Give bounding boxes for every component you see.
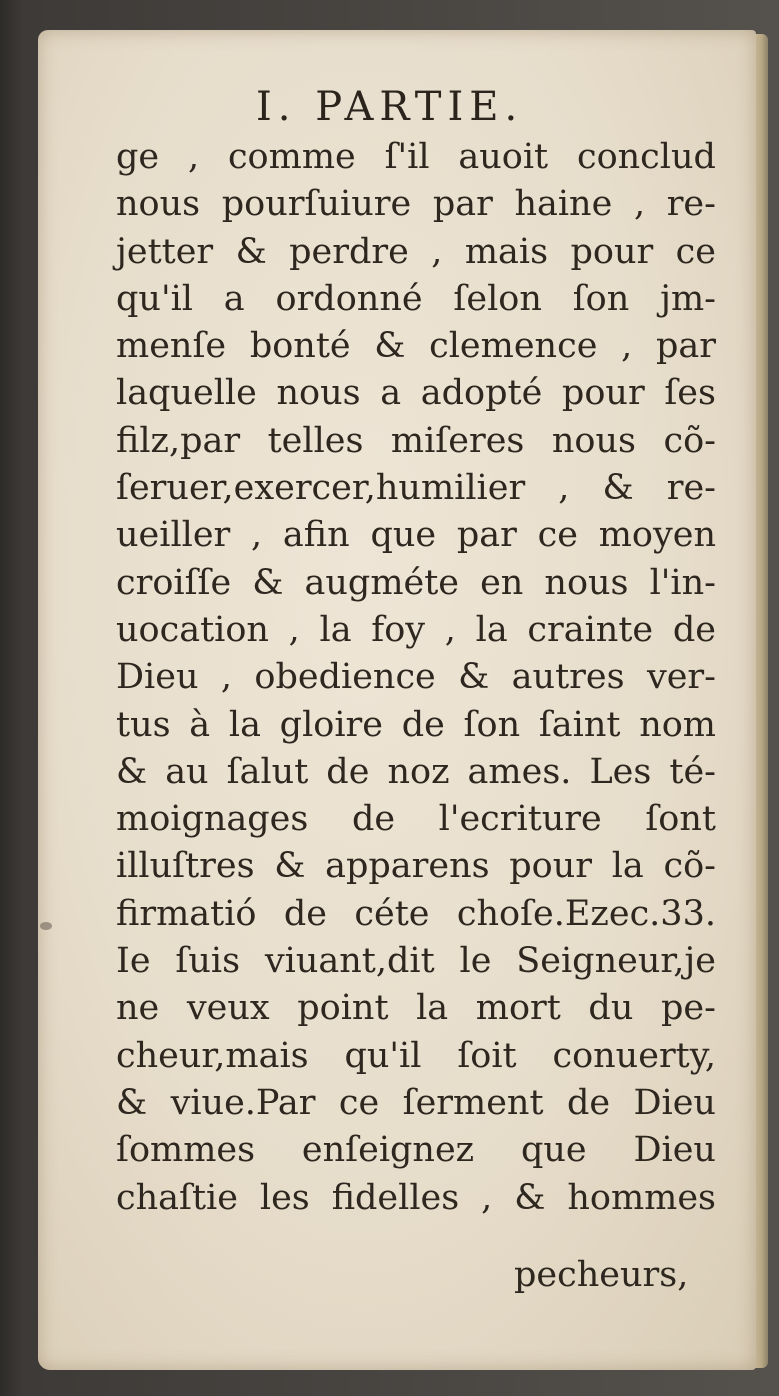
word: ſes xyxy=(664,373,716,414)
word: enſeignez xyxy=(301,1130,475,1171)
word: ver- xyxy=(646,657,716,698)
word: , xyxy=(558,468,570,509)
word: que xyxy=(520,1130,587,1171)
word: nous xyxy=(544,562,629,603)
word: , xyxy=(621,326,633,367)
word: Les xyxy=(589,751,652,792)
text-line xyxy=(116,1127,716,1174)
word: ſaint xyxy=(538,704,621,745)
word: clemence xyxy=(429,326,598,367)
text-line xyxy=(116,1033,716,1080)
word: , xyxy=(220,657,233,698)
word: Ie xyxy=(116,941,151,982)
word: & xyxy=(602,468,634,509)
word: que xyxy=(370,515,437,556)
word: ſont xyxy=(645,799,716,840)
word: jm- xyxy=(660,278,716,319)
word: Dieu xyxy=(633,1082,716,1123)
word: de xyxy=(566,1082,611,1123)
word: gloire xyxy=(279,704,383,745)
text-line xyxy=(116,749,716,796)
word: ſon xyxy=(463,704,521,745)
word: par xyxy=(432,184,493,225)
word: ſalut xyxy=(226,751,309,792)
word: apparens xyxy=(325,846,490,887)
word: nom xyxy=(639,704,716,745)
word: céte xyxy=(354,893,430,934)
word: les xyxy=(259,1177,310,1218)
word: noz xyxy=(387,751,450,792)
text-line xyxy=(116,702,716,749)
word: pourſuiure xyxy=(221,184,412,225)
word: , xyxy=(187,137,200,177)
word: & xyxy=(252,562,284,603)
text-line xyxy=(116,1080,716,1127)
word: afin xyxy=(282,515,350,556)
word: veux xyxy=(186,988,270,1029)
word: ce xyxy=(537,515,578,556)
word: laquelle xyxy=(116,373,257,414)
word: miſeres xyxy=(390,420,525,461)
word: de xyxy=(326,751,370,792)
word: , xyxy=(481,1177,493,1218)
word: la xyxy=(475,609,508,650)
word: croiſſe xyxy=(116,562,232,603)
word: , xyxy=(251,515,263,556)
word: pour xyxy=(561,373,645,414)
text-line xyxy=(116,323,716,370)
word: qu'il xyxy=(116,278,193,319)
word: nous xyxy=(276,373,361,414)
word: augméte xyxy=(304,562,460,603)
text-line xyxy=(116,985,716,1032)
text-line xyxy=(116,276,716,323)
text-line xyxy=(116,229,716,276)
word: cõ- xyxy=(663,420,716,461)
word: ne xyxy=(116,988,160,1029)
word: crainte xyxy=(527,609,654,650)
word: ſuis xyxy=(175,941,241,982)
text-line xyxy=(116,370,716,417)
running-header: I. PARTIE. xyxy=(256,84,524,130)
word: illuſtres xyxy=(116,846,255,887)
word: bonté xyxy=(249,326,351,367)
word: jetter xyxy=(116,231,214,272)
word: re- xyxy=(666,468,716,509)
word: adopté xyxy=(420,373,543,414)
word: , xyxy=(444,609,456,650)
word: l'in- xyxy=(649,562,716,603)
word: point xyxy=(297,988,389,1029)
word: autres xyxy=(511,657,625,698)
catchword: pecheurs, xyxy=(514,1255,689,1295)
word: du xyxy=(588,988,634,1029)
word: & xyxy=(458,657,490,698)
word: conuerty, xyxy=(552,1035,716,1076)
word: ueiller xyxy=(116,515,231,556)
word: re- xyxy=(666,184,716,225)
word: conclud xyxy=(576,137,716,177)
text-line xyxy=(116,560,716,607)
word: foy xyxy=(371,609,426,650)
word: cõ- xyxy=(663,846,716,887)
text-line xyxy=(116,843,716,890)
word: de xyxy=(672,609,716,650)
word: nous xyxy=(116,184,201,225)
word: ſommes xyxy=(116,1130,256,1171)
word: & xyxy=(116,751,148,792)
word: en xyxy=(480,562,524,603)
word: pour xyxy=(570,231,654,272)
word: ſelon xyxy=(453,278,542,319)
word: , xyxy=(633,184,646,225)
word: a xyxy=(223,278,245,319)
text-line xyxy=(116,512,716,559)
word: fidelles xyxy=(331,1177,460,1218)
word: mort xyxy=(475,988,561,1029)
word: ſoit xyxy=(457,1035,517,1076)
word: mais xyxy=(464,231,549,272)
text-line xyxy=(116,796,716,843)
text-line xyxy=(116,654,716,701)
word: pe- xyxy=(660,988,716,1029)
word: Dieu xyxy=(116,657,199,698)
word: qu'il xyxy=(344,1035,422,1076)
word: choſe.Ezec.33. xyxy=(456,893,716,934)
text-line xyxy=(116,938,716,985)
word: tus xyxy=(116,704,171,745)
word: moyen xyxy=(598,515,716,556)
word: & xyxy=(514,1177,546,1218)
word: té- xyxy=(669,751,716,792)
word: chaſtie xyxy=(116,1177,238,1218)
word: auoit xyxy=(458,137,549,177)
word: , xyxy=(288,609,300,650)
word: ames. xyxy=(467,751,572,792)
word: de xyxy=(351,799,396,840)
word: filz,par xyxy=(116,420,241,461)
word: ordonné xyxy=(275,278,423,319)
word: firmatió xyxy=(116,893,257,934)
word: ſ'il xyxy=(384,137,430,177)
word: haine xyxy=(514,184,613,225)
text-line xyxy=(116,181,716,228)
word: obedience xyxy=(254,657,436,698)
word: comme xyxy=(227,137,356,177)
word: par xyxy=(456,515,517,556)
word: menſe xyxy=(116,326,227,367)
word: l'ecriture xyxy=(438,799,602,840)
word: moignages xyxy=(116,799,309,840)
word: hommes xyxy=(567,1177,716,1218)
word: viuant,dit xyxy=(264,941,435,982)
word: ce xyxy=(338,1082,380,1123)
text-line xyxy=(116,465,716,512)
word: uocation xyxy=(116,609,269,650)
word: a xyxy=(380,373,402,414)
word: , xyxy=(431,231,443,272)
word: au xyxy=(165,751,209,792)
text-line xyxy=(116,418,716,465)
word: & xyxy=(374,326,406,367)
word: ſon xyxy=(572,278,630,319)
text-line xyxy=(116,134,716,181)
word: ſeruer,exercer,humilier xyxy=(116,468,526,509)
word: telles xyxy=(267,420,364,461)
word: la xyxy=(228,704,261,745)
word: ſerment xyxy=(402,1082,544,1123)
word: Seigneur,je xyxy=(516,941,716,982)
word: pour xyxy=(509,846,593,887)
body-text xyxy=(116,134,716,1222)
word: perdre xyxy=(289,231,409,272)
ink-smudge xyxy=(40,922,52,930)
word: la xyxy=(319,609,352,650)
word: la xyxy=(611,846,644,887)
text-line xyxy=(116,891,716,938)
word: la xyxy=(416,988,449,1029)
word: Dieu xyxy=(633,1130,716,1171)
word: de xyxy=(283,893,327,934)
word: & xyxy=(274,846,306,887)
word: le xyxy=(459,941,492,982)
word: & xyxy=(116,1082,148,1123)
word: nous xyxy=(551,420,636,461)
word: ce xyxy=(675,231,716,272)
text-line xyxy=(116,1175,716,1222)
word: ge xyxy=(116,137,160,177)
word: cheur,mais xyxy=(116,1035,309,1076)
word: & xyxy=(235,231,267,272)
word: de xyxy=(401,704,445,745)
word: viue.Par xyxy=(170,1082,316,1123)
word: par xyxy=(655,326,716,367)
text-line xyxy=(116,607,716,654)
word: à xyxy=(189,704,211,745)
